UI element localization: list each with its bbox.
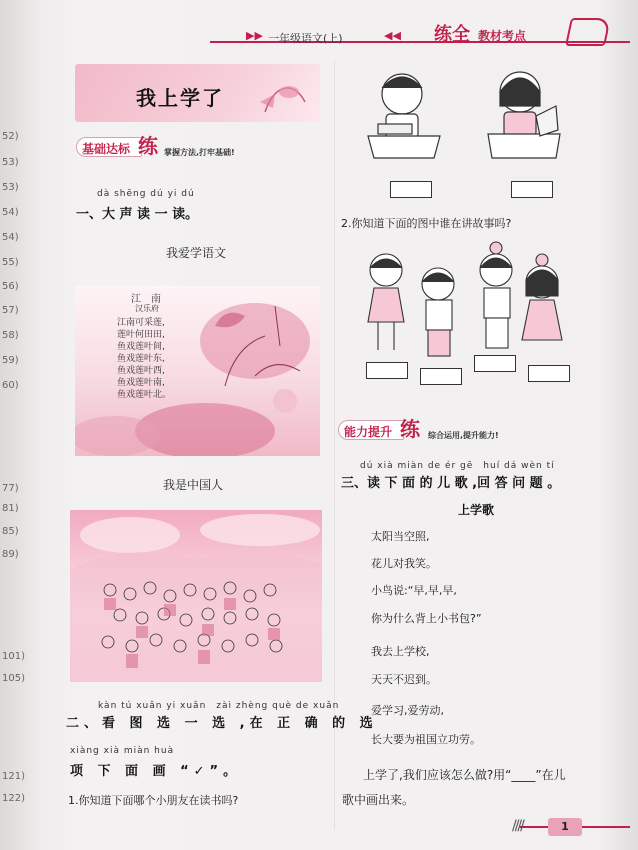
q3-pinyin: dú xià miàn de ér gē huí dá wèn tí [360,461,555,471]
margin-number: 85) [2,526,19,537]
reading2-heading: 我是中国人 [163,478,224,492]
song-line: 你为什么背上小书包?” [371,612,482,625]
margin-number: 89) [2,549,19,560]
margin-number: 56) [2,281,19,292]
poem-line: 鱼戏莲叶北。 [117,390,172,400]
song-line: 我去上学校, [371,645,430,658]
answer-box-storyteller-1[interactable] [366,362,408,379]
q1-text: 一、大 声 读 一 读。 [76,207,199,222]
q2-sub-question-1: 1.你知道下面哪个小朋友在读书吗? [68,794,239,807]
song-title: 上学歌 [458,503,495,517]
section-tag-advanced-label: 能力提升 [344,425,393,439]
poem-line: 鱼戏莲叶间, [117,342,165,352]
margin-number: 81) [2,503,19,514]
poem-title: 江 南 [131,294,161,305]
chinese-people-crowd-image [70,510,322,682]
answer-box-reader-2[interactable] [511,181,553,198]
margin-number: 58) [2,330,19,341]
q3-question-line2: 歌中画出来。 [342,793,415,807]
song-line: 爱学习,爱劳动, [371,704,444,717]
q1-pinyin: dà shēng dú yi dú [97,189,195,199]
reading1-heading: 我爱学语文 [166,246,227,260]
margin-number: 54) [2,207,19,218]
margin-number: 53) [2,182,19,193]
header-subtitle: 教材考点 [478,29,527,43]
song-line: 太阳当空照, [371,530,430,543]
margin-number: 57) [2,305,19,316]
poem-line: 莲叶何田田, [117,330,165,340]
q2-text-line1: 二、看 图 选 一 选 ,在 正 确 的 选 [66,716,378,731]
margin-number: 55) [2,257,19,268]
storytelling-children-image [356,240,576,362]
song-line: 小鸟说:“早,早,早, [371,584,457,597]
margin-number: 52) [2,131,19,142]
margin-number: 122) [2,793,25,804]
header-chevron-left-icon: ▶▶ [246,29,263,42]
song-line: 花儿对我笑。 [371,557,437,570]
q3-text: 三、读 下 面 的 儿 歌 ,回 答 问 题 。 [341,476,561,491]
section-tag-basic-note: 掌握方法,打牢基础! [164,148,235,157]
margin-number: 54) [2,232,19,243]
header-brand: 练全 [434,24,470,45]
poem-line: 鱼戏莲叶东, [117,354,165,364]
song-line: 长大要为祖国立功劳。 [371,733,481,746]
answer-box-storyteller-4[interactable] [528,365,570,382]
section-tag-basic-big: 练 [138,134,158,158]
q2-sub-question-2: 2.你知道下面的图中谁在讲故事吗? [341,217,512,230]
header-grade: 一年级语文(上) [268,32,343,45]
poem-line: 鱼戏莲叶西, [117,366,165,376]
margin-number: 59) [2,355,19,366]
margin-number: 121) [2,771,25,782]
margin-number: 101) [2,651,25,662]
margin-number: 105) [2,673,25,684]
poem-author: 汉乐府 [135,304,159,313]
answer-box-reader-1[interactable] [390,181,432,198]
margin-number: 77) [2,483,19,494]
poem-line: 江南可采莲, [117,318,165,328]
lotus-decoration-icon [255,72,310,118]
poem-illustration [75,286,320,456]
section-tag-basic-label: 基础达标 [82,142,131,156]
lotus-pond-image [75,286,320,456]
book-logo-icon [565,18,611,46]
page-title: 我上学了 [136,86,224,110]
poem-line: 鱼戏莲叶南, [117,378,165,388]
crowd-illustration [70,510,322,682]
q2-text-line2: 项 下 面 画 “✓”。 [70,764,242,779]
answer-box-storyteller-2[interactable] [420,368,462,385]
song-line: 天天不迟到。 [371,673,437,686]
q3-question-line1: 上学了,我们应该怎么做?用“____”在儿 [363,768,566,782]
q2-pinyin-line1: kàn tú xuǎn yi xuǎn zài zhèng què de xuǎn [98,701,340,711]
margin-number: 60) [2,380,19,391]
section-tag-advanced-note: 综合运用,提升能力! [428,431,499,440]
page-number: 1 [548,818,582,836]
footer-stripes: //// [512,818,523,834]
answer-box-storyteller-3[interactable] [474,355,516,372]
section-tag-advanced-big: 练 [400,417,420,441]
header-chevron-right-icon: ◀◀ [384,29,401,42]
q2-pinyin-line2: xiàng xià miàn huà [70,746,175,756]
children-at-desks-image [360,66,570,176]
margin-number: 53) [2,157,19,168]
